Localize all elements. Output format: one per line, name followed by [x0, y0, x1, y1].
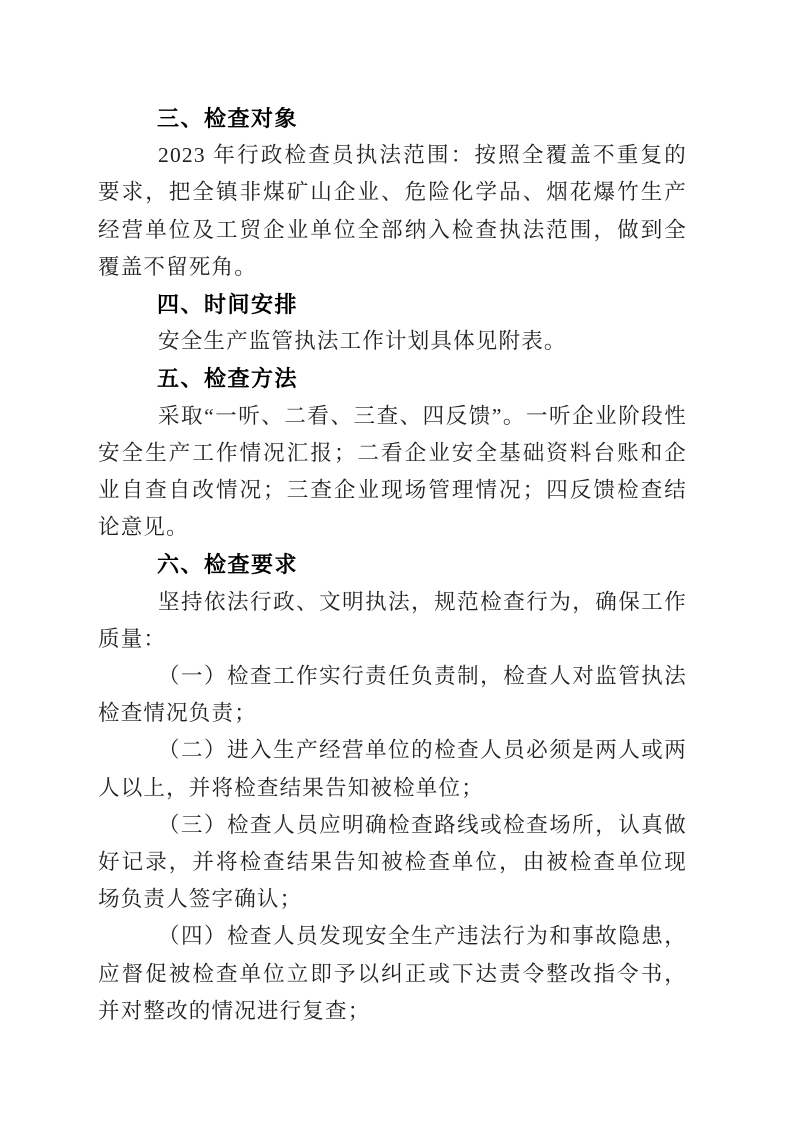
paragraph-requirement-item-1: （一）检查工作实行责任负责制，检查人对监管执法检查情况负责；	[98, 664, 687, 726]
section-heading-inspection-targets: 三、检查对象	[157, 106, 299, 131]
paragraph-inspection-targets: 2023 年行政检查员执法范围：按照全覆盖不重复的要求，把全镇非煤矿山企业、危险化学品、烟花爆竹生产经营单位及工贸企业单位全部纳入检查执法范围，做到全覆盖不留死角。	[98, 143, 687, 279]
paragraph-inspection-methods: 采取“一听、二看、三查、四反馈”。一听企业阶段性安全生产工作情况汇报；二看企业安全基础资料台账和企业自查自改情况；三查企业现场管理情况；四反馈检查结论意见。	[98, 403, 687, 540]
section-heading-inspection-methods: 五、检查方法	[157, 366, 299, 392]
paragraph-requirements-intro: 坚持依法行政、文明执法，规范检查行为，确保工作质量：	[98, 589, 687, 651]
paragraph-requirement-item-2: （二）进入生产经营单位的检查人员必须是两人或两人以上，并将检查结果告知被检单位；	[98, 738, 687, 800]
paragraph-time-schedule: 安全生产监管执法工作计划具体见附表。	[158, 329, 567, 354]
document-content	[98, 100, 687, 1030]
section-heading-time-schedule: 四、时间安排	[157, 292, 299, 318]
section-heading-inspection-requirements: 六、检查要求	[157, 552, 299, 578]
paragraph-requirement-item-3: （三）检查人员应明确检查路线或检查场所，认真做好记录，并将检查结果告知被检查单位，由被检查单位现场负责人签字确认；	[98, 812, 687, 912]
paragraph-requirement-item-4: （四）检查人员发现安全生产违法行为和事故隐患，应督促被检查单位立即予以纠正或下达责令整改指令书，并对整改的情况进行复查；	[98, 924, 687, 1023]
